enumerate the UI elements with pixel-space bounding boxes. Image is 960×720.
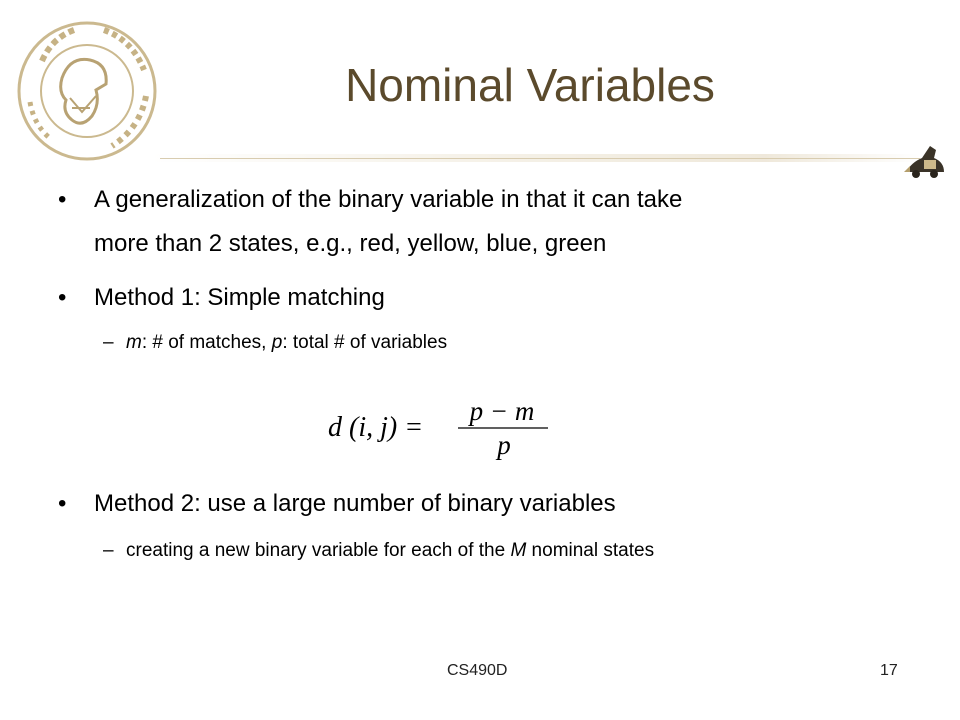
subbullet-text-a: : # of matches, [141,332,272,353]
purdue-train-mascot-icon [902,136,948,182]
purdue-university-seal-icon [12,16,162,166]
subbullet-text-a: creating a new binary variable for each of the [126,540,511,561]
bullet-text: Method 1: Simple matching [94,284,385,311]
subbullet-text [126,328,447,358]
footer-page-number: 17 [880,662,898,679]
bullet-marker: • [58,284,67,311]
slide-title: Nominal Variables [345,59,715,111]
title-divider [160,158,920,159]
subbullet-text-b: nominal states [526,540,655,561]
bullet-text-line2: more than 2 states, e.g., red, yellow, blue, green [94,230,607,257]
formula-denominator: p [497,430,511,460]
bullet-marker: • [58,490,67,517]
subbullet-text-b: : total # of variables [282,332,448,353]
subbullet-text [126,536,654,566]
bullet-marker: • [58,186,67,213]
var-p: p [271,332,283,353]
subbullet-marker: – [103,540,114,561]
formula-lhs: d (i, j) = [328,412,424,443]
bullet-text-line1: A generalization of the binary variable in that it can take [94,186,683,213]
bullet-text: Method 2: use a large number of binary variables [94,490,616,517]
subbullet-marker: – [103,332,114,353]
formula-numerator: p − m [469,396,535,426]
var-m: m [126,332,142,353]
var-M: M [510,540,527,561]
footer-course: CS490D [447,662,508,679]
distance-formula [326,392,566,462]
